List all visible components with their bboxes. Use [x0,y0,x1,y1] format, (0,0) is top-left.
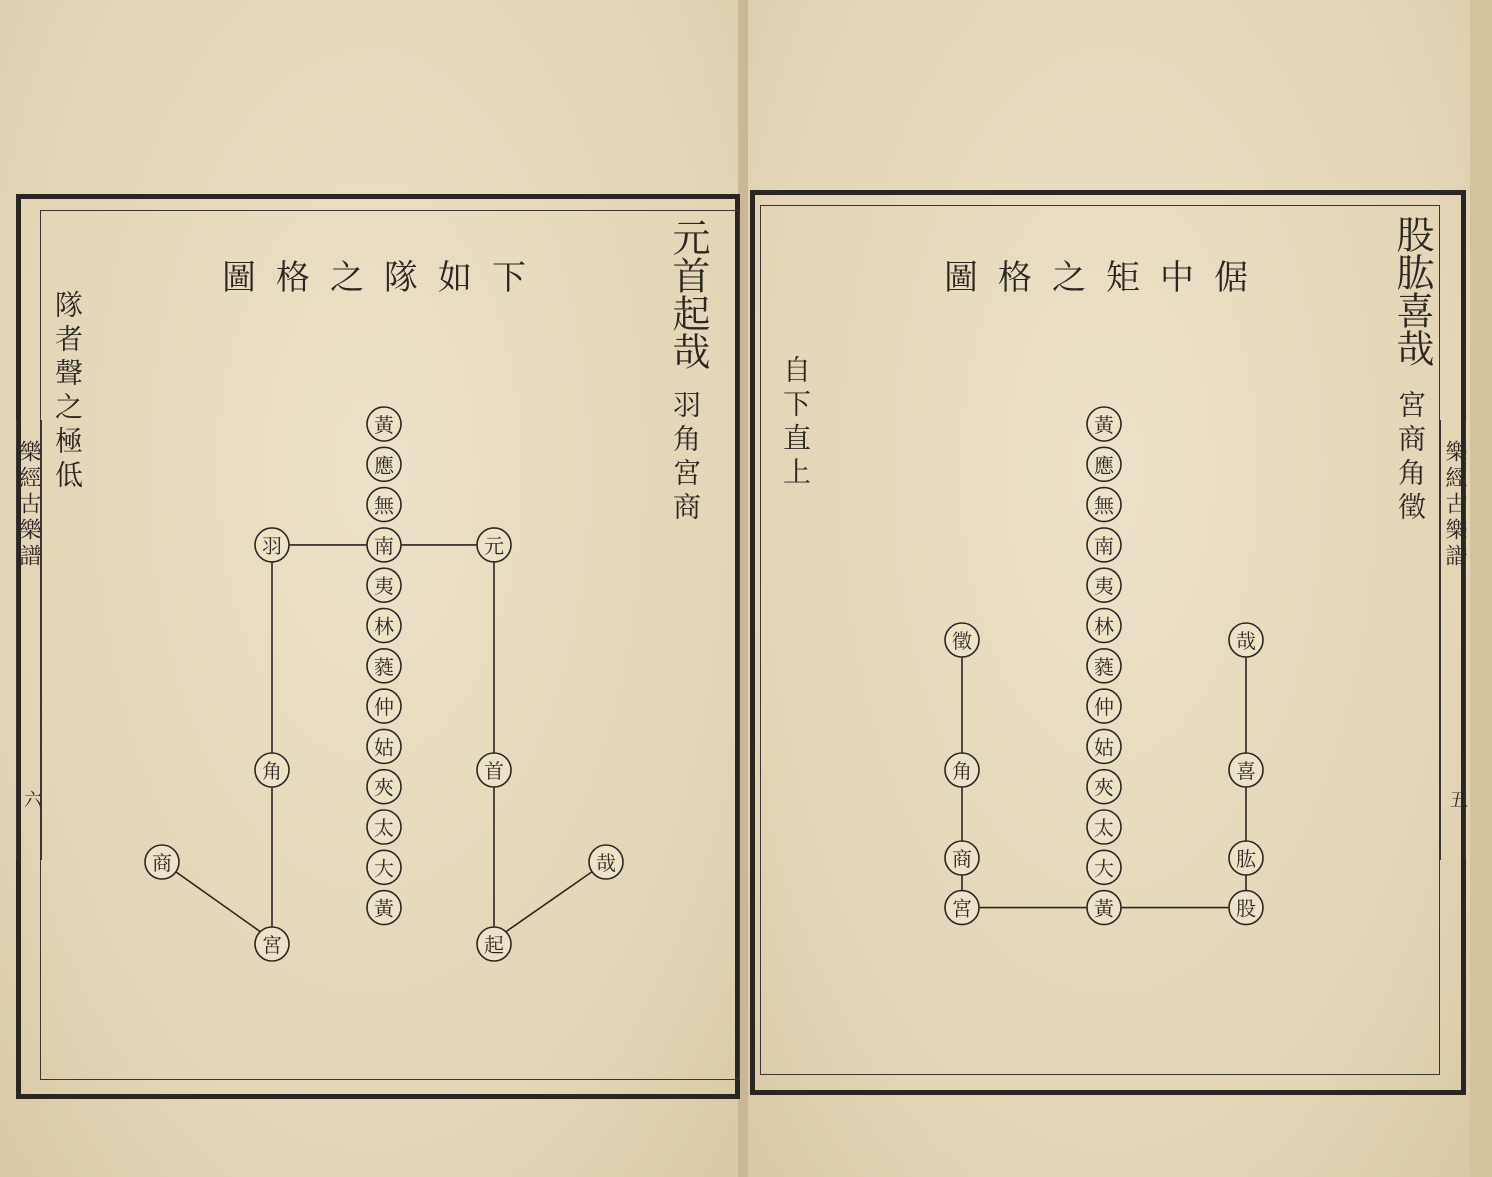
svg-text:姑: 姑 [374,735,394,760]
branch-node [945,891,979,925]
svg-text:夾: 夾 [1094,775,1114,800]
svg-text:無: 無 [1094,493,1114,518]
svg-text:股: 股 [1236,896,1256,921]
svg-text:哉: 哉 [1236,629,1256,653]
pitch-node [1087,407,1121,441]
svg-text:哉: 哉 [596,851,616,875]
svg-text:黃: 黃 [1094,413,1114,437]
svg-text:南: 南 [1094,533,1114,558]
right-column-notes: 宮商角徵 [1394,390,1427,526]
left-diagram-title: 下如隊之格圖 [222,258,546,298]
branch-node [945,753,979,787]
right-spine-number: 五 [1447,790,1468,808]
svg-text:元: 元 [484,533,504,558]
pitch-node [1087,770,1121,804]
pitch-node [1087,850,1121,884]
branch-node [1229,753,1263,787]
right-spine-title: 樂經古樂譜 [1442,440,1467,570]
svg-text:姑: 姑 [1094,735,1114,760]
svg-text:無: 無 [374,493,394,518]
svg-text:大: 大 [374,856,394,881]
svg-text:徵: 徵 [952,629,972,653]
svg-text:羽: 羽 [262,533,282,558]
left-column-phrase: 元首起哉 [666,218,710,370]
right-diagram-title: 倨中矩之格圖 [944,258,1268,298]
pitch-node [1087,528,1121,562]
pitch-node [1087,649,1121,683]
svg-text:夷: 夷 [1094,574,1114,599]
svg-text:起: 起 [484,933,504,957]
branch-node [1229,841,1263,875]
pitch-node [1087,447,1121,481]
svg-text:首: 首 [484,759,504,783]
svg-text:宮: 宮 [952,896,972,921]
svg-text:蕤: 蕤 [374,654,394,679]
pitch-node [1087,609,1121,643]
left-spine-number: 六 [21,790,42,808]
pitch-node [1087,568,1121,602]
pitch-node [1087,810,1121,844]
svg-text:太: 太 [374,816,394,840]
svg-text:夷: 夷 [374,574,394,599]
svg-text:商: 商 [152,851,172,875]
svg-text:商: 商 [952,847,972,871]
left-column-notes: 羽角宮商 [669,390,702,526]
svg-text:南: 南 [374,533,394,558]
svg-text:黃: 黃 [374,896,394,921]
svg-text:應: 應 [1094,453,1114,478]
svg-text:應: 應 [374,453,394,478]
right-side-note: 自下直上 [779,355,812,491]
svg-text:角: 角 [952,759,972,783]
svg-text:太: 太 [1094,816,1114,840]
svg-text:蕤: 蕤 [1094,654,1114,679]
branch-node [1229,623,1263,657]
svg-text:仲: 仲 [1094,695,1114,720]
svg-text:肱: 肱 [1236,847,1256,871]
branch-node [1229,891,1263,925]
svg-text:夾: 夾 [374,775,394,800]
svg-text:角: 角 [262,759,282,783]
pitch-node [1087,488,1121,522]
svg-text:林: 林 [374,614,394,639]
left-side-note: 隊者聲之極低 [51,290,84,494]
svg-text:喜: 喜 [1236,759,1256,783]
svg-text:仲: 仲 [374,695,394,720]
branch-node [945,623,979,657]
branch-node [945,841,979,875]
svg-text:林: 林 [1094,614,1114,639]
left-spine-title: 樂經古樂譜 [16,440,41,570]
svg-text:宮: 宮 [262,933,282,957]
pitch-node [1087,689,1121,723]
right-column-phrase: 股肱喜哉 [1390,215,1434,367]
pitch-node [1087,891,1121,925]
svg-text:大: 大 [1094,856,1114,881]
svg-text:黃: 黃 [374,413,394,437]
pitch-node [1087,729,1121,763]
svg-text:黃: 黃 [1094,896,1114,921]
